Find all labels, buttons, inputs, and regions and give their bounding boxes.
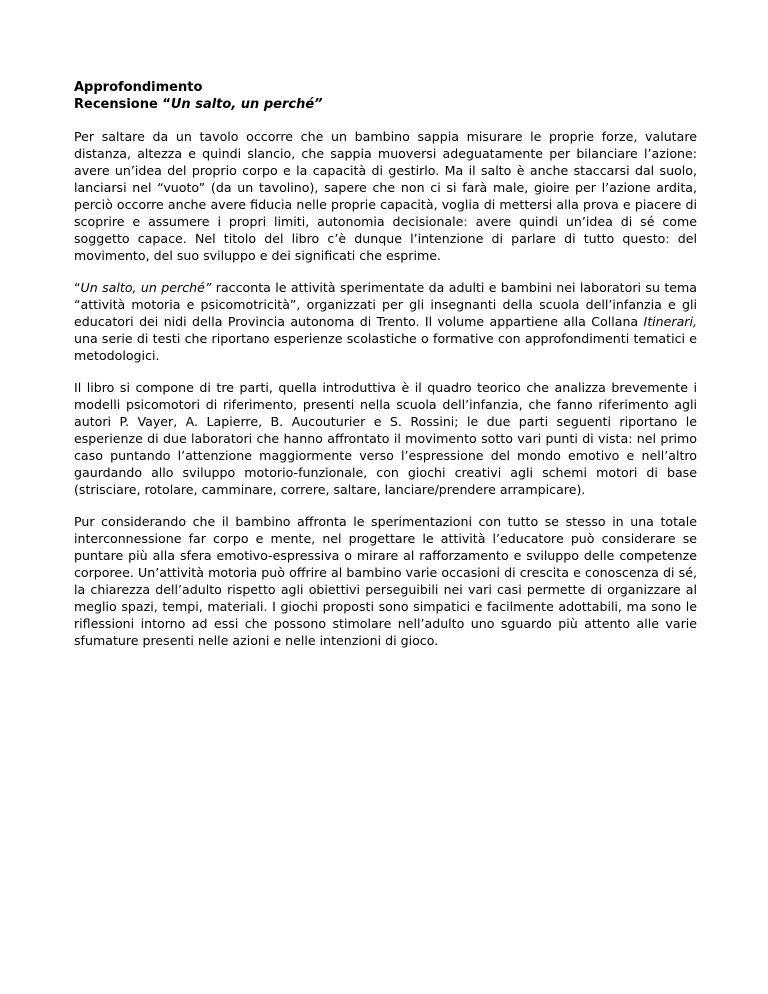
review-heading [74,96,697,113]
paragraph-2-series-title: Itinerari, [643,314,697,329]
section-label: Approfondimento [74,80,203,95]
paragraph-2-text-b: una serie di testi che riportano esperienze scolastiche o formative con approfondimenti tematici e metodologici. [74,331,697,363]
document-page [74,79,697,649]
paragraph-4: Pur considerando che il bambino affronta le sperimentazioni con tutto se stesso in una totale interconnessione far corpo e mente, nel progettare le attività l’educatore può considerare se puntare più alla sfera emotivo-espressiva o mirare al rafforzamento e sviluppo delle competenze corporee. Un’attività motoria può offrire al bambino varie occasioni di crescita e conoscenza di sé, la chiarezza dell’adulto rispetto agli obiettivi perseguibili nei vari casi permette di organizzare al meglio spazi, tempi, materiali. I giochi proposti sono simpatici e facilmente adottabili, ma sono le riflessioni intorno ad essi che possono stimolare nell’adulto uno sguardo più attento alle varie sfumature presenti nelle azioni e nelle intenzioni di gioco. [74,514,697,648]
paragraph-3: Il libro si compone di tre parti, quella introduttiva è il quadro teorico che analizza brevemente i modelli psicomotori di riferimento, presenti nella scuola dell’infanzia, che fanno riferimento agli autori P. Vayer, A. Lapierre, B. Aucouturier e S. Rossini; le due parti seguenti riportano le esperienze di due laboratori che hanno affrontato il movimento sotto vari punti di vista: nel primo caso puntando l’attenzione maggiormente verso l’espressione del mondo emotivo e nell’altro gaurdando allo sviluppo motorio-funzionale, con giochi creativi agli schemi motori di base (strisciare, rotolare, camminare, correre, saltare, lanciare/prendere arrampicare). [74,380,697,497]
review-prefix: Recensione “ [74,97,171,112]
paragraph-2-text-a: racconta le attività sperimentate da adulti e bambini nei laboratori su tema “attività motoria e psicomotricità”, organizzati per gli insegnanti della scuola dell’infanzia e gli educatori dei nidi della Provincia autonoma di Trento. Il volume appartiene alla Collana [74,280,697,329]
review-book-title: Un salto, un perché” [170,97,323,112]
paragraph-2-open-quote: “ [74,280,81,295]
section-heading [74,79,697,96]
paragraph-1: Per saltare da un tavolo occorre che un bambino sappia misurare le proprie forze, valutare distanza, altezza e quindi slancio, che sappia muoversi adeguatamente per bilanciare l’azione: avere un’idea del proprio corpo e la capacità di gestirlo. Ma il salto è anche staccarsi dal suolo, lanciarsi nel “vuoto” (da un tavolino), sapere che non ci si farà male, gioire per l’azione ardita, perciò occorre anche avere fiducia nelle proprie capacità, voglia di mettersi alla prova e piacere di scoprire e assumere i propri limiti, autonomia decisionale: avere quindi un’idea di sé come soggetto capace. Nel titolo del libro c’è dunque l’intenzione di parlare di tutto questo: del movimento, del suo sviluppo e dei significati che esprime. [74,129,697,263]
paragraph-2 [74,279,697,364]
paragraph-2-book-title: Un salto, un perché” [80,280,212,295]
